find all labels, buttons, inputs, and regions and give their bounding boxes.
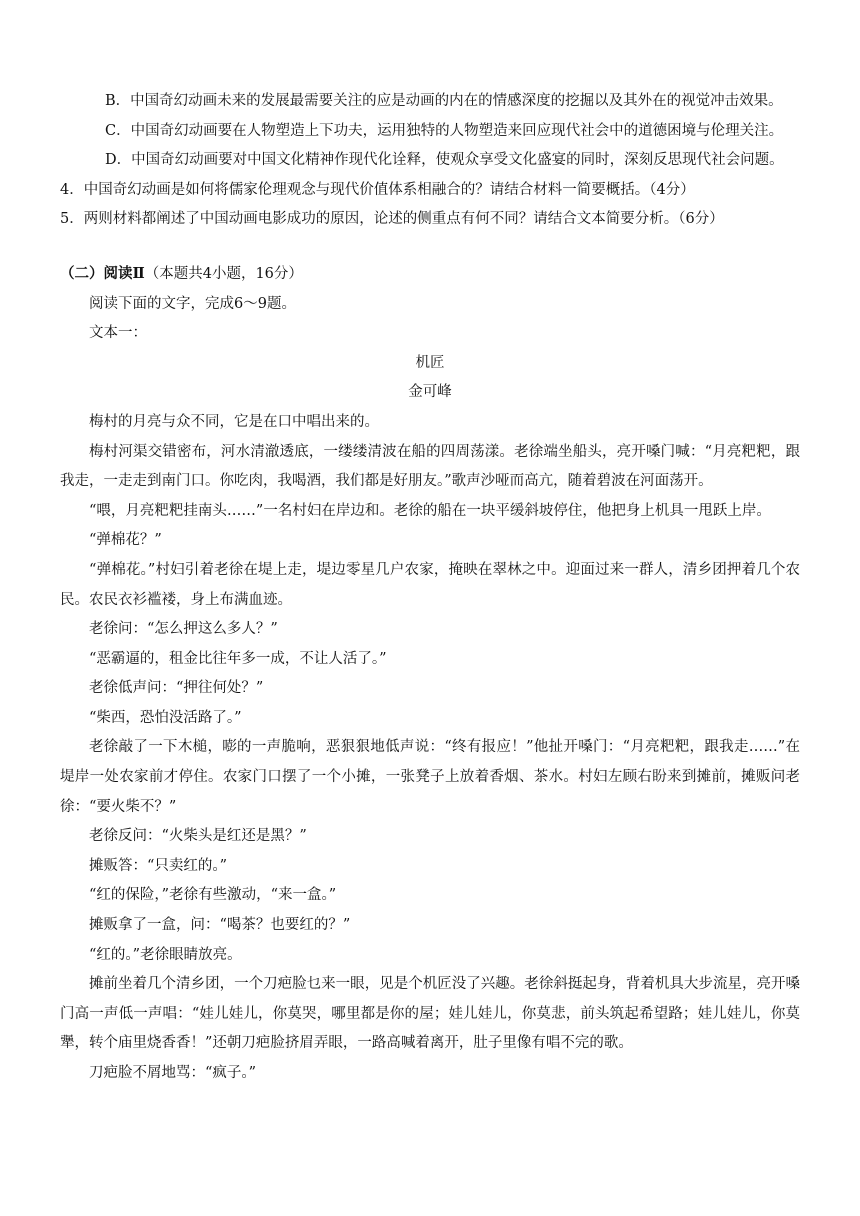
story-author: 金可峰 (408, 384, 452, 401)
option-b: B．中国奇幻动画未来的发展最需要关注的应是动画的内在的情感深度的挖掘以及其外在的视觉冲击效果。 (105, 93, 783, 109)
story-paragraph: “喂，月亮粑粑挂南头……”一名村妇在岸边和。老徐的船在一块平缓斜坡停住，他把身上机具一甩跃上岸。 (89, 502, 771, 519)
story-paragraph: 老徐问：“怎么押这么多人？” (89, 621, 278, 638)
story-paragraph: 摊贩答：“只卖红的。” (89, 857, 228, 874)
document-page (60, 87, 800, 1089)
story-paragraph: “弹棉花？” (89, 532, 162, 549)
story-paragraph: 老徐敲了一下木槌，嘭的一声脆响，恶狠狠地低声说：“终有报应！”他扯开嗓门：“月亮粑粑，跟我走……”在堤岸一处农家前才停住。农家门口摆了一个小摊，一张凳子上放着香烟、茶水。村妇左顾右盼来到摊前，摊贩问老徐：“要火柴不？” (60, 739, 800, 815)
text-label: 文本一： (89, 325, 147, 342)
story-paragraph: 摊前坐着几个清乡团，一个刀疤脸乜来一眼，见是个机匠没了兴趣。老徐斜挺起身，背着机具大步流星，亮开嗓门高一声低一声唱：“娃儿娃儿，你莫哭，哪里都是你的屋；娃儿娃儿，你莫悲，前头筑起希望路；娃儿娃儿，你莫犟，转个庙里烧香香！”还朝刀疤脸挤眉弄眼，一路高喊着离开，肚子里像有唱不完的歌。 (60, 976, 800, 1052)
question-5: 5．两则材料都阐述了中国动画电影成功的原因，论述的侧重点有何不同？请结合文本简要分析。（6分） (60, 211, 724, 228)
section-heading (60, 259, 800, 290)
story-paragraph: 老徐低声问：“押往何处？” (89, 680, 264, 697)
story-paragraph: 老徐反问：“火柴头是红还是黑？” (89, 828, 307, 845)
story-paragraph: “弹棉花。”村妇引着老徐在堤上走，堤边零星几户农家，掩映在翠林之中。迎面过来一群人，清乡团押着几个农民。农民衣衫褴褛，身上布满血迹。 (60, 561, 800, 608)
story-title: 机匠 (415, 354, 445, 371)
story-paragraph: “柴西，恐怕没活路了。” (89, 709, 242, 726)
story-paragraph: 刀疤脸不屑地骂：“疯子。” (89, 1065, 257, 1081)
story-paragraph: “红的。”老徐眼睛放亮。 (89, 946, 242, 963)
story-paragraph: “红的保险，”老徐有些激动，“来一盒。” (89, 887, 337, 904)
section-heading-note: （本题共4小题，16分） (144, 265, 303, 282)
story-paragraph: 梅村河渠交错密布，河水清澈透底，一缕缕清波在船的四周荡漾。老徐端坐船头，亮开嗓门喊：“月亮粑粑，跟我走，一走走到南门口。你吃肉，我喝酒，我们都是好朋友。”歌声沙哑而高亢，随着碧波在河面荡开。 (60, 443, 800, 490)
section-heading-title: （二）阅读Ⅱ (60, 264, 145, 282)
section-gap (60, 235, 800, 259)
option-c: C．中国奇幻动画要在人物塑造上下功夫，运用独特的人物塑造来回应现代社会中的道德困境与伦理关注。 (105, 122, 784, 139)
story-paragraph: “恶霸逼的，租金比往年多一成，不让人活了。” (89, 650, 387, 667)
story-paragraph: 梅村的月亮与众不同，它是在口中唱出来的。 (89, 413, 379, 430)
instruction: 阅读下面的文字，完成6～9题。 (89, 295, 296, 312)
question-4: 4．中国奇幻动画是如何将儒家伦理观念与现代价值体系相融合的？请结合材料一简要概括。（4分） (60, 181, 695, 198)
story-paragraph: 摊贩拿了一盒，问：“喝茶？也要红的？” (89, 917, 351, 934)
option-d: D．中国奇幻动画要对中国文化精神作现代化诠释，使观众享受文化盛宴的同时，深刻反思现代社会问题。 (105, 152, 784, 169)
